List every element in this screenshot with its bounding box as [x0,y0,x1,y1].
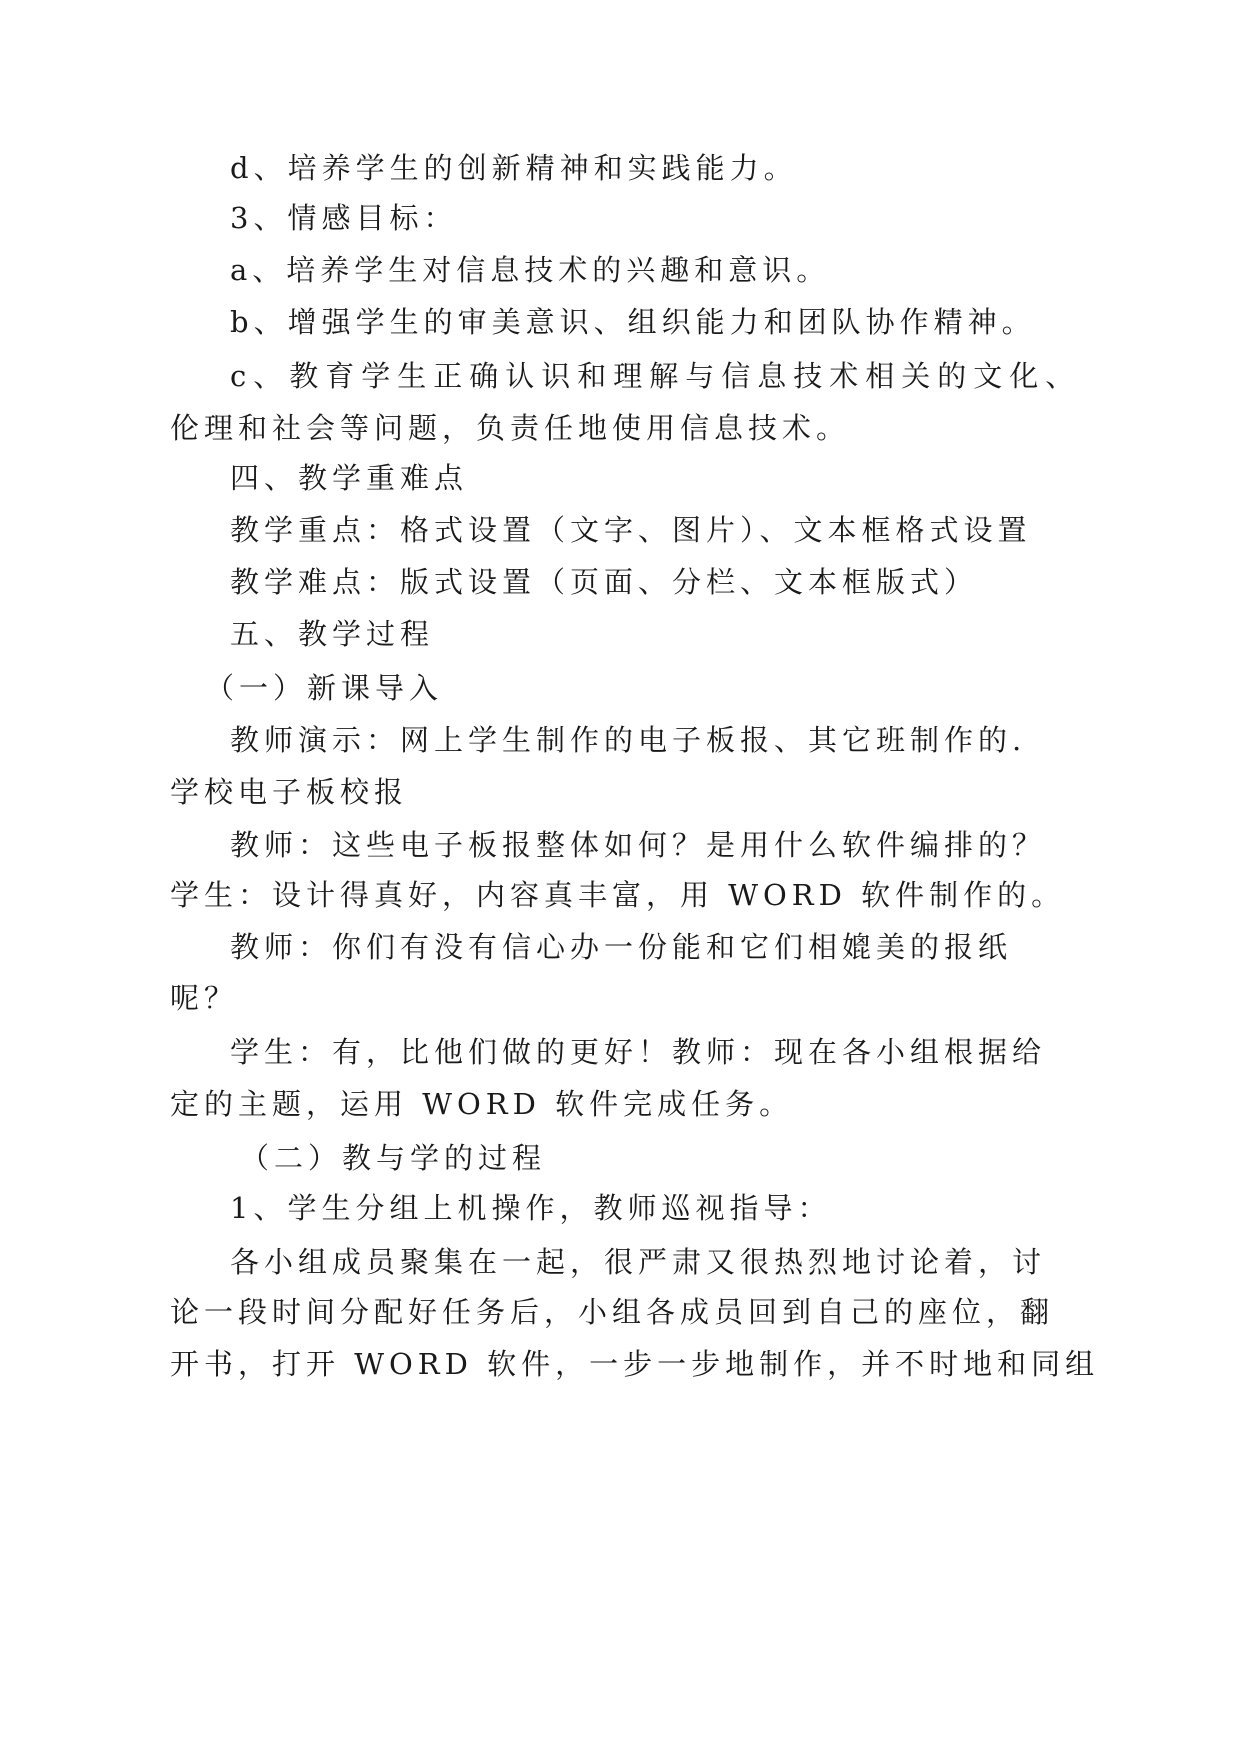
text-line: 学生：设计得真好，内容真丰富，用 WORD 软件制作的。 [170,878,1066,912]
text-line: 教师：你们有没有信心办一份能和它们相媲美的报纸 [230,930,1013,964]
text-line: 论一段时间分配好任务后，小组各成员回到自己的座位，翻 [170,1295,1055,1329]
text-line: 教师：这些电子板报整体如何？是用什么软件编排的？ [230,828,1047,862]
subsection-heading: （二）教与学的过程 [240,1141,547,1175]
section-heading: 四、教学重难点 [230,461,469,495]
text-line: 定的主题，运用 WORD 软件完成任务。 [170,1087,794,1121]
text-line: 伦理和社会等问题，负责任地使用信息技术。 [170,411,851,445]
text-line: 学校电子板校报 [170,775,409,809]
text-line: d、培养学生的创新精神和实践能力。 [230,151,798,185]
text-line: 呢？ [170,981,239,1015]
text-line: 各小组成员聚集在一起，很严肃又很热烈地讨论着，讨 [230,1245,1047,1279]
text-line: a、培养学生对信息技术的兴趣和意识。 [230,253,831,287]
text-line: 1、学生分组上机操作，教师巡视指导： [230,1191,832,1225]
text-line: c、教育学生正确认识和理解与信息技术相关的文化、 [230,359,1082,393]
text-line: 学生：有，比他们做的更好！教师：现在各小组根据给 [230,1035,1047,1069]
text-line: 教学重点：格式设置（文字、图片）、文本框格式设置 [230,513,1032,547]
text-line: 教师演示：网上学生制作的电子板报、其它班制作的. [230,723,1027,757]
section-heading: 五、教学过程 [230,617,435,651]
text-line: b、增强学生的审美意识、组织能力和团队协作精神。 [230,305,1036,339]
text-line: 教学难点：版式设置（页面、分栏、文本框版式） [230,565,979,599]
text-line: 3、情感目标： [230,201,458,235]
subsection-heading: （一）新课导入 [205,671,444,705]
text-line: 开书，打开 WORD 软件，一步一步地制作，并不时地和同组 [170,1347,1100,1381]
